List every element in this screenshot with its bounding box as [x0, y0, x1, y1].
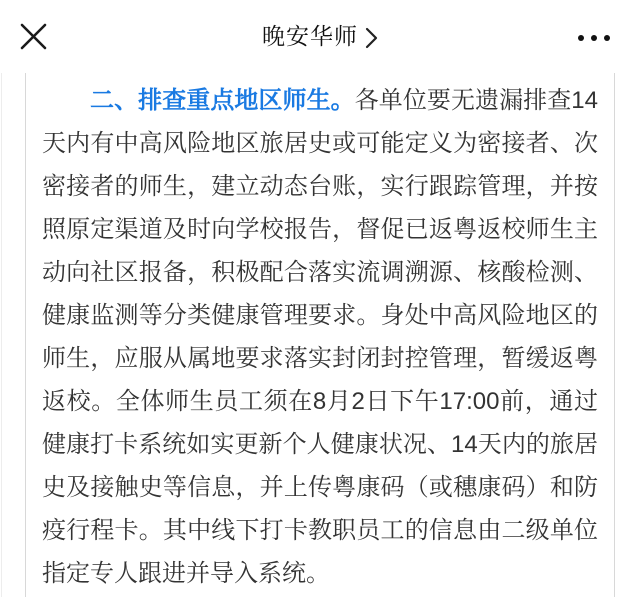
ellipsis-icon	[578, 35, 584, 41]
page-title: 晚安华师	[262, 23, 358, 49]
more-button[interactable]	[578, 28, 610, 48]
ellipsis-icon	[604, 35, 610, 41]
article-paragraph	[42, 79, 598, 595]
content-border-left	[25, 73, 26, 597]
paragraph-text: 各单位要无遗漏排查14天内有中高风险地区旅居史或可能定义为密接者、次密接者的师生，建立动态台账，实行跟踪管理，并按照原定渠道及时向学校报告，督促已返粤返校师生主动向社区报备，积极配合落实流调溯源、核酸检测、健康监测等分类健康管理要求。身处中高风险地区的师生，应服从属地要求落实封闭封控管理，暂缓返粤返校。全体师生员工须在8月2日下午17:00前，通过健康打卡系统如实更新个人健康状况、14天内的旅居史及接触史等信息，并上传粤康码（或穗康码）和防疫行程卡。其中线下打卡教职员工的信息由二级单位指定专人跟进并导入系统。	[42, 87, 598, 587]
chevron-right-icon	[365, 27, 378, 49]
official-account-title[interactable]	[0, 0, 640, 73]
article-content	[42, 79, 598, 595]
outer-border-left	[1, 73, 2, 597]
navbar	[0, 0, 640, 73]
content-border-right	[614, 73, 615, 597]
section-heading: 二、排查重点地区师生。	[90, 87, 355, 114]
ellipsis-icon	[591, 35, 597, 41]
